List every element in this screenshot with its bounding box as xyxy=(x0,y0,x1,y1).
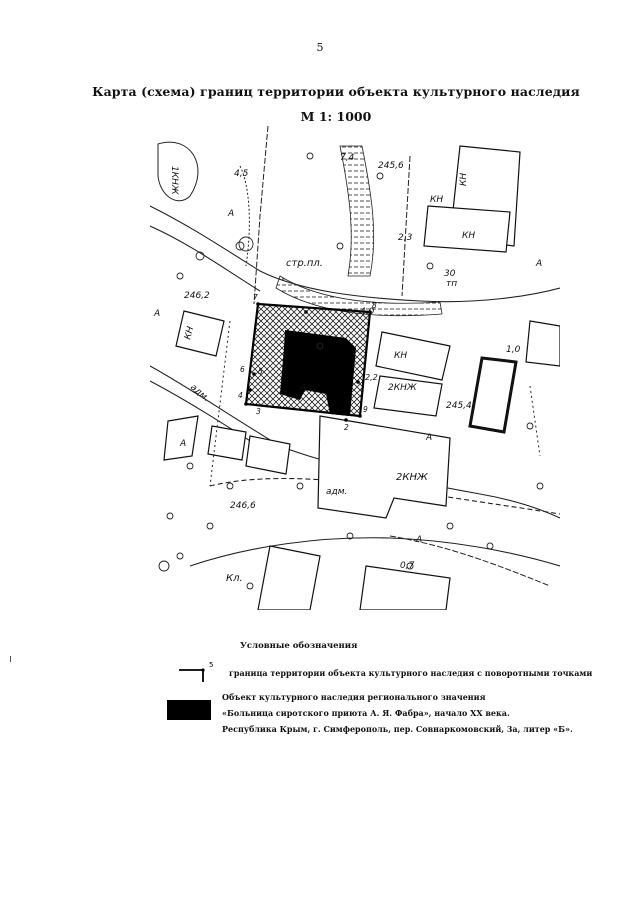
map-scale: М 1: 1000 xyxy=(300,109,372,124)
turning-point-8: 8 xyxy=(372,301,377,310)
label-kn-mid: КН xyxy=(394,351,408,361)
map-title: Карта (схема) границ территории объекта культурного наследия xyxy=(92,84,580,99)
turning-point-3: 3 xyxy=(256,407,261,416)
turning-point-2: 2 xyxy=(344,423,349,432)
turning-point-6: 6 xyxy=(240,365,245,374)
margin-mark xyxy=(10,656,11,662)
label-adm-bottom: адм. xyxy=(326,487,348,497)
turning-point-9: 9 xyxy=(363,405,368,414)
turning-point-4: 4 xyxy=(238,391,243,400)
building-tall-right xyxy=(470,358,516,432)
label-kn-top-right: КН xyxy=(459,172,469,186)
label-area-a-2: А xyxy=(154,309,161,319)
building-small-1 xyxy=(246,436,290,474)
building-kn-mid xyxy=(376,332,450,380)
label-tp: тп xyxy=(446,279,458,289)
building-kn-right xyxy=(424,206,510,252)
building-bottom xyxy=(258,546,320,610)
label-area-a-6: А xyxy=(536,259,543,269)
label-kn-left: КН xyxy=(183,325,197,341)
label-elev-2-2: 2,2 xyxy=(365,373,378,382)
boundary-marker-number: 5 xyxy=(209,661,214,669)
building-edge-left xyxy=(164,416,198,460)
label-area-a-5: А xyxy=(416,535,423,545)
label-elev-4-5: 4,5 xyxy=(234,169,249,179)
label-2knzh-bottom: 2КНЖ xyxy=(396,472,428,483)
page-number: 5 xyxy=(316,41,324,54)
label-elev-246-6: 246,6 xyxy=(230,501,256,511)
label-1knzh: 1КНЖ xyxy=(169,166,179,195)
turning-point-5: 5 xyxy=(258,367,263,376)
label-kn-right-upper: КН xyxy=(430,195,444,205)
heritage-territory xyxy=(246,304,370,416)
label-kn-right-lower: КН xyxy=(462,231,476,241)
building-2knzh-bottom xyxy=(318,416,450,518)
label-elev-245-6: 245,6 xyxy=(378,161,404,171)
label-elev-246-2: 246,2 xyxy=(184,291,210,301)
turning-point-1: 1 xyxy=(362,363,367,372)
turning-point-7: 7 xyxy=(253,293,258,302)
label-elev-0-7: 0,7 xyxy=(400,561,415,571)
cadastral-map xyxy=(150,126,560,610)
object-swatch xyxy=(167,700,211,720)
object-line-2: «Больница сиротского приюта А. Я. Фабра», начало XX века. xyxy=(222,708,510,718)
label-area-a-3: А xyxy=(300,383,307,393)
label-elev-2-3: 2,3 xyxy=(398,233,413,243)
legend-boundary-row xyxy=(175,660,595,682)
label-area-a-1: А xyxy=(228,209,235,219)
legend-title: Условные обозначения xyxy=(240,641,358,651)
object-line-1: Объект культурного наследия регионального значения xyxy=(222,692,486,702)
object-line-3: Республика Крым, г. Симферополь, пер. Совнаркомовский, 3а, литер «Б». xyxy=(222,724,573,734)
label-adm-left: адм. xyxy=(188,382,211,405)
label-elev-30: 30 xyxy=(444,269,456,279)
building-kn-left xyxy=(176,311,224,356)
label-elev-4-0: 4,0 xyxy=(360,307,375,317)
label-elev-245-4: 245,4 xyxy=(446,401,472,411)
boundary-line-icon xyxy=(175,660,229,682)
label-construction-site: стр.пл. xyxy=(286,258,323,269)
building-2knzh-center xyxy=(374,376,442,416)
building-bottom-2 xyxy=(360,566,450,610)
label-2knzh-center: 2КНЖ xyxy=(388,383,417,393)
map-canvas xyxy=(150,126,560,610)
label-area-a-4: А xyxy=(426,433,433,443)
label-elev-1-0: 1,0 xyxy=(506,345,521,355)
label-elev-7-4: 7,4 xyxy=(340,153,355,163)
object-description xyxy=(222,689,602,737)
label-cemetery: Кл. xyxy=(226,573,243,584)
label-area-a-7: А xyxy=(180,439,187,449)
building-small-2 xyxy=(208,426,246,460)
boundary-label: граница территории объекта культурного наследия с поворотными точками xyxy=(229,668,593,678)
building-edge-right xyxy=(526,321,560,366)
